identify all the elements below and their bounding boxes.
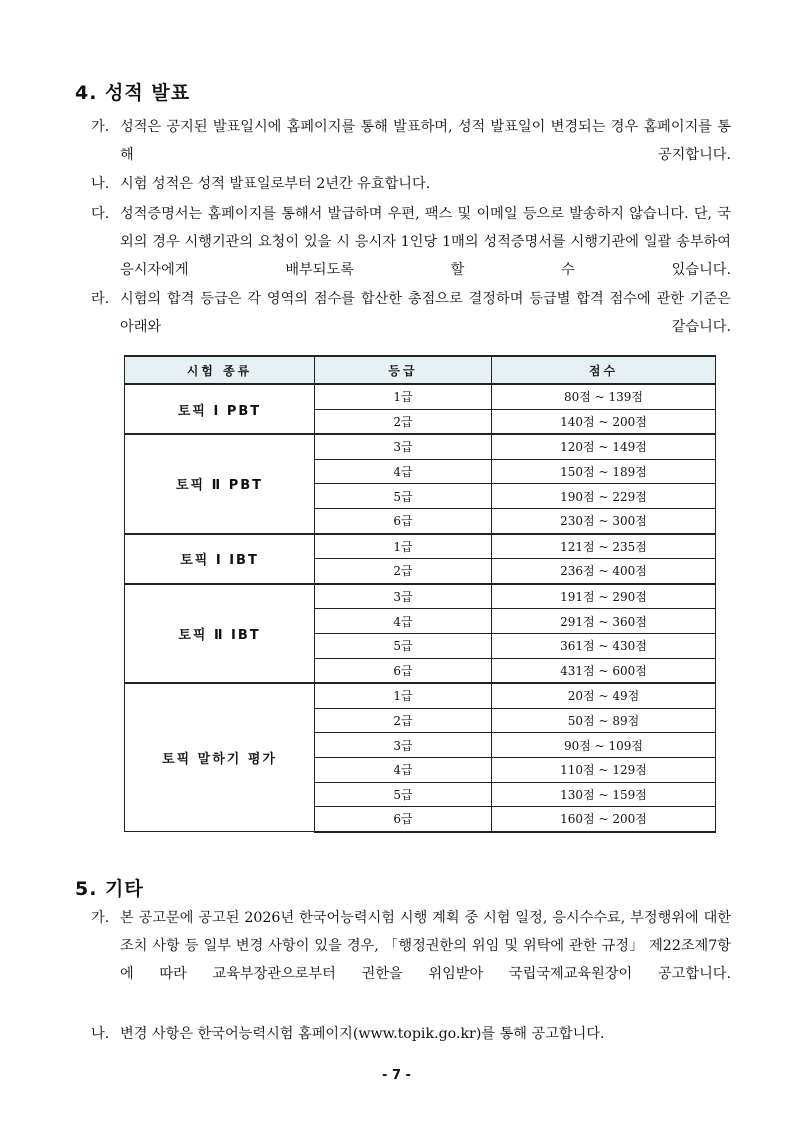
section-5-item-ga — [91, 904, 731, 988]
table-row — [125, 534, 716, 559]
grade-cell: 3급 — [315, 434, 492, 459]
item-text: 성적은 공지된 발표일시에 홈페이지를 통해 발표하며, 성적 발표일이 변경되는 경우 홈페이지를 통해 공지합니다. — [120, 119, 731, 163]
score-cell: 130점 ~ 159점 — [492, 782, 716, 807]
grade-cell: 5급 — [315, 633, 492, 658]
score-cell: 431점 ~ 600점 — [492, 658, 716, 683]
exam-type-cell: 토픽 Ⅰ PBT — [125, 384, 315, 434]
grade-cell: 1급 — [315, 683, 492, 708]
score-cell: 236점 ~ 400점 — [492, 559, 716, 584]
section-5-title: 5. 기타 — [75, 878, 144, 900]
grade-cell: 2급 — [315, 708, 492, 733]
grade-cell: 2급 — [315, 559, 492, 584]
item-marker: 나. — [91, 176, 110, 192]
section-4-item-da — [91, 200, 731, 284]
grade-cell: 4급 — [315, 459, 492, 484]
score-cell: 121점 ~ 235점 — [492, 534, 716, 559]
score-cell: 150점 ~ 189점 — [492, 459, 716, 484]
score-cell: 160점 ~ 200점 — [492, 807, 716, 832]
item-marker: 다. — [91, 206, 110, 222]
score-cell: 230점 ~ 300점 — [492, 508, 716, 533]
score-cell: 50점 ~ 89점 — [492, 708, 716, 733]
grade-cell: 4급 — [315, 757, 492, 782]
item-text: 시험의 합격 등급은 각 영역의 점수를 합산한 총점으로 결정하며 등급별 합격 점수에 관한 기준은 아래와 같습니다. — [120, 291, 731, 335]
item-text: 성적증명서는 홈페이지를 통해서 발급하며 우편, 팩스 및 이메일 등으로 발송하지 않습니다. 단, 국외의 경우 시행기관의 요청이 있을 시 응시자 1인당 1매의 성적증명서를 시행기관에 일괄 송부하여 응시자에게 배부되도록 할 수 있습니다. — [120, 206, 731, 278]
grade-cell: 2급 — [315, 409, 492, 434]
score-cell: 80점 ~ 139점 — [492, 384, 716, 409]
table-row — [125, 434, 716, 459]
exam-type-cell: 토픽 말하기 평가 — [125, 683, 315, 832]
grade-cell: 1급 — [315, 384, 492, 409]
section-4-item-na — [91, 170, 731, 198]
header-score: 점수 — [492, 356, 716, 384]
item-marker: 나. — [91, 1026, 110, 1042]
section-5-item-na — [91, 1020, 731, 1048]
grade-cell: 5급 — [315, 484, 492, 509]
header-grade: 등급 — [315, 356, 492, 384]
exam-type-cell: 토픽 Ⅱ IBT — [125, 584, 315, 683]
exam-type-cell: 토픽 Ⅱ PBT — [125, 434, 315, 533]
grade-cell: 3급 — [315, 733, 492, 758]
grade-cell: 5급 — [315, 782, 492, 807]
table-row — [125, 683, 716, 708]
item-marker: 가. — [91, 119, 110, 135]
header-exam-type: 시험 종류 — [125, 356, 315, 384]
score-cell: 90점 ~ 109점 — [492, 733, 716, 758]
score-cell: 120점 ~ 149점 — [492, 434, 716, 459]
section-4-item-ga — [91, 113, 731, 169]
grade-cell: 6급 — [315, 807, 492, 832]
item-text: 변경 사항은 한국어능력시험 홈페이지(www.topik.go.kr)를 통해 공고합니다. — [120, 1026, 605, 1042]
passing-score-table — [124, 355, 716, 833]
item-marker: 가. — [91, 910, 110, 926]
table-row — [125, 384, 716, 409]
table-row — [125, 584, 716, 609]
grade-cell: 3급 — [315, 584, 492, 609]
section-4-item-ra — [91, 285, 731, 341]
score-cell: 20점 ~ 49점 — [492, 683, 716, 708]
item-text: 본 공고문에 공고된 2026년 한국어능력시험 시행 계획 중 시험 일정, 응시수수료, 부정행위에 대한 조치 사항 등 일부 변경 사항이 있을 경우, 「행정권한의 위임 및 위탁에 관한 규정」 제22조제7항에 따라 교육부장관으로부터 권한을 위임받아 국립국제교육원장이 공고합니다. — [120, 910, 731, 982]
score-cell: 140점 ~ 200점 — [492, 409, 716, 434]
score-cell: 190점 ~ 229점 — [492, 484, 716, 509]
score-cell: 361점 ~ 430점 — [492, 633, 716, 658]
grade-cell: 6급 — [315, 658, 492, 683]
section-4-title: 4. 성적 발표 — [75, 82, 191, 104]
score-cell: 110점 ~ 129점 — [492, 757, 716, 782]
score-cell: 291점 ~ 360점 — [492, 609, 716, 634]
item-marker: 라. — [91, 291, 110, 307]
grade-cell: 1급 — [315, 534, 492, 559]
grade-cell: 6급 — [315, 508, 492, 533]
exam-type-cell: 토픽 Ⅰ IBT — [125, 534, 315, 584]
item-text: 시험 성적은 성적 발표일로부터 2년간 유효합니다. — [120, 176, 431, 192]
table-header-row — [125, 356, 716, 384]
page-number: - 7 - — [382, 1068, 411, 1083]
grade-cell: 4급 — [315, 609, 492, 634]
score-cell: 191점 ~ 290점 — [492, 584, 716, 609]
